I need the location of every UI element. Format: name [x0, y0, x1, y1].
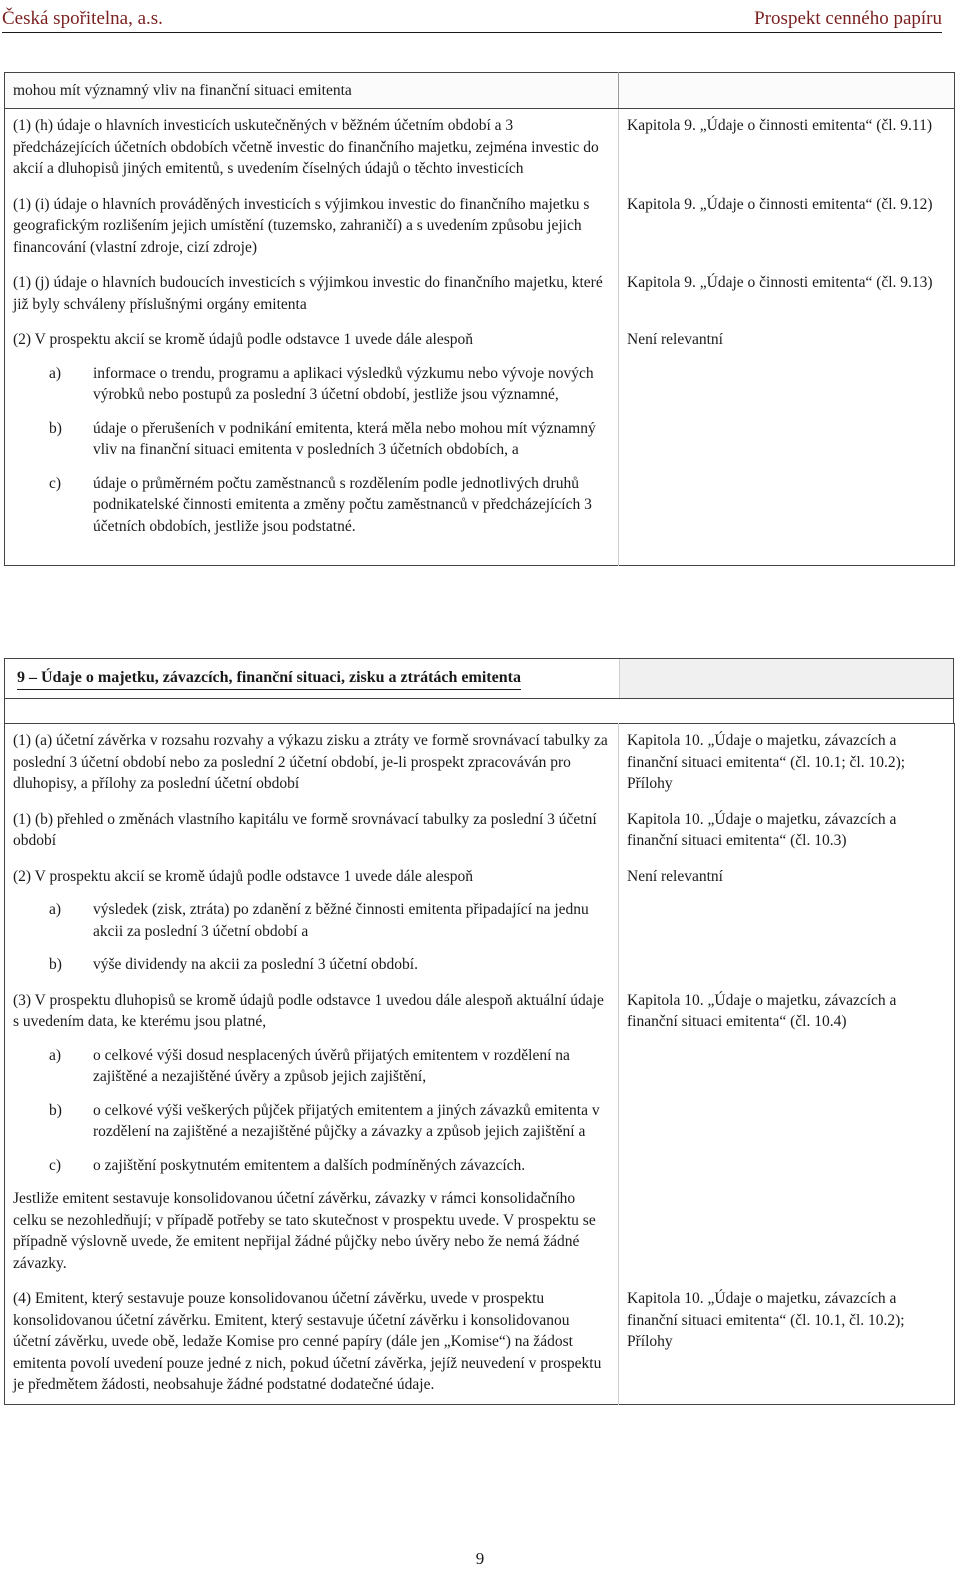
list-item-label: a)	[49, 901, 62, 918]
list-item-text: o celkové výši veškerých půjček přijatých emitentem a jiných závazků emitenta v rozdělení na zajištěné a nezajištěné půjčky a závazky a způsob jejich zajištění a	[93, 1101, 600, 1140]
chapter-reference: Kapitola 10. „Údaje o majetku, závazcích a finanční situaci emitenta“ (čl. 10.3)	[627, 810, 897, 849]
requirement-note: Jestliže emitent sestavuje konsolidovanou účetní závěrku, závazky v rámci konsolidačního celku se nezohledňují; v případě potřeby se tato skutečnost v prospektu uvede. V prospektu se případně výslovně uvede, že emitent nepřijal žádné půjčky nebo úvěry nebo že nemá žádné závazky.	[13, 1190, 596, 1272]
list-item	[13, 1045, 610, 1088]
chapter-reference: Není relevantní	[627, 331, 723, 348]
list-item-text: o zajištění poskytnutém emitentem a dalších podmíněných závazcích.	[93, 1156, 526, 1174]
list-item-label: c)	[49, 1156, 62, 1174]
list-item-text: údaje o průměrném počtu zaměstnanců s rozdělením podle jednotlivých druhů podnikatelské činnosti emitenta a změny počtu zaměstnanců v předcházejících 3 účetních obdobích, jestliže jsou podstatné.	[93, 474, 592, 535]
table-row	[5, 724, 955, 803]
list-item	[13, 1155, 610, 1177]
reference-cell	[619, 860, 955, 984]
requirements-table-2	[4, 723, 955, 1405]
requirement-text: (3) V prospektu dluhopisů se kromě údajů podle odstavce 1 uvedou dále alespoň aktuální údaje s uvedením data, ke kterému jsou platné,	[13, 991, 604, 1030]
list-item	[13, 1100, 610, 1143]
requirement-cell	[5, 860, 619, 984]
chapter-reference: Kapitola 10. „Údaje o majetku, závazcích a finanční situaci emitenta“ (čl. 10.1, čl. 10.2); Přílohy	[627, 1290, 905, 1350]
list-item-label: a)	[49, 364, 62, 382]
table-row	[5, 803, 955, 860]
reference-cell	[619, 109, 955, 188]
document-title: Prospekt cenného papíru	[754, 8, 942, 29]
chapter-reference: Kapitola 10. „Údaje o majetku, závazcích a finanční situaci emitenta“ (čl. 10.1; čl. 10.2); Přílohy	[627, 732, 906, 792]
reference-cell	[619, 724, 955, 803]
list-item-label: b)	[49, 956, 62, 973]
section-title-text: Údaje o majetku, závazcích, finanční situaci, zisku a ztrátách emitenta	[41, 669, 521, 686]
chapter-reference: Kapitola 9. „Údaje o činnosti emitenta“ (čl. 9.13)	[627, 274, 933, 291]
company-name: Česká spořitelna, a.s.	[2, 8, 163, 29]
table-row-spacer	[5, 545, 955, 566]
reference-cell	[619, 803, 955, 860]
requirement-text: (2) V prospektu akcií se kromě údajů podle odstavce 1 uvede dále alespoň	[13, 331, 473, 348]
requirement-cell	[5, 1282, 619, 1404]
requirement-text: (1) (h) údaje o hlavních investicích uskutečněných v běžném účetním období a 3 předcházejících účetních obdobích včetně investic do finančního majetku, zejména investic do akcií a dluhopisů jiných emitentů, s uvedením číselných údajů o těchto investicích	[13, 117, 599, 177]
chapter-reference: Kapitola 9. „Údaje o činnosti emitenta“ (čl. 9.11)	[627, 117, 933, 134]
table-row	[5, 323, 955, 545]
section-spacer	[4, 697, 954, 723]
list-item	[13, 473, 610, 538]
requirement-text: (1) (j) údaje o hlavních budoucích investicích s výjimkou investic do finančního majetku, které již byly schváleny příslušnými orgány emitenta	[13, 274, 603, 313]
chapter-reference: Kapitola 10. „Údaje o majetku, závazcích a finanční situaci emitenta“ (čl. 10.4)	[627, 991, 897, 1030]
requirement-text: (1) (a) účetní závěrka v rozsahu rozvahy a výkazu zisku a ztráty ve formě srovnávací tabulky za poslední 3 účetní období nebo za poslední 2 účetní období, je-li prospekt zpracováván pro dluhopisy, a přílohy za poslední účetní období	[13, 732, 608, 792]
table-row	[5, 266, 955, 323]
intro-text: mohou mít významný vliv na finanční situaci emitenta	[5, 73, 619, 109]
requirement-cell	[5, 803, 619, 860]
requirement-cell	[5, 188, 619, 267]
chapter-reference: Není relevantní	[627, 867, 723, 885]
table-row	[5, 188, 955, 267]
reference-cell	[619, 188, 955, 267]
reference-cell	[619, 323, 955, 545]
list-item-label: a)	[49, 1046, 62, 1064]
section-heading-box	[4, 658, 954, 699]
requirement-list	[13, 1045, 610, 1177]
list-item	[13, 418, 610, 461]
requirement-cell	[5, 109, 619, 188]
section-title	[17, 667, 521, 690]
list-item-text: informace o trendu, programu a aplikaci výsledků výzkumu nebo vývoje nových výrobků nebo postupů za poslední 3 účetní období, jestliže jsou významné,	[93, 364, 594, 403]
list-item	[13, 363, 610, 406]
reference-cell	[619, 1282, 955, 1404]
list-item-label: b)	[49, 419, 62, 437]
list-item-text: výsledek (zisk, ztráta) po zdanění z běžné činnosti emitenta připadající na jednu akcii za poslední 3 účetní období a	[93, 901, 589, 940]
requirement-text: (4) Emitent, který sestavuje pouze konsolidovanou účetní závěrku, uvede v prospektu konsolidovanou účetní závěrku. Emitent, který sestavuje účetní závěrku i konsolidovanou účetní závěrku, uvede obě, ledaže Komise pro cenné papíry (dále jen „Komise“) na žádost emitenta povolí uvedení pouze jedné z nich, pokud účetní závěrka, jejíž neuvedení v prospektu je předmětem žádosti, neobsahuje žádné podstatné dodatečné údaje.	[13, 1290, 602, 1393]
requirement-cell	[5, 323, 619, 545]
table-row	[5, 984, 955, 1283]
requirement-text: (1) (i) údaje o hlavních prováděných investicích s výjimkou investic do finančního majetku s geografickým rozlišením jejich umístění (tuzemsko, zahraničí) a s uvedením způsobu jejich financování (vlastní zdroje, cizí zdroje)	[13, 195, 590, 256]
list-item-text: výše dividendy na akcii za poslední 3 účetní období.	[93, 956, 418, 973]
reference-cell	[619, 984, 955, 1283]
requirement-list	[13, 363, 610, 538]
page-number: 9	[475, 1549, 485, 1568]
requirements-table-1	[4, 72, 955, 566]
page-header	[2, 6, 942, 33]
chapter-reference: Kapitola 9. „Údaje o činnosti emitenta“ (čl. 9.12)	[627, 195, 933, 213]
section-number: 9	[17, 669, 25, 686]
list-item	[13, 899, 610, 942]
list-item-label: c)	[49, 474, 62, 492]
reference-cell	[619, 266, 955, 323]
table-row	[5, 860, 955, 984]
list-item	[13, 954, 610, 976]
table-row	[5, 109, 955, 188]
requirement-list	[13, 899, 610, 976]
list-item-text: o celkové výši dosud nesplacených úvěrů přijatých emitentem v rozdělení na zajištěné a nezajištěné úvěry a způsob jejich zajištění,	[93, 1046, 570, 1085]
requirement-cell	[5, 984, 619, 1283]
table-row	[5, 1282, 955, 1404]
table-row	[5, 73, 955, 109]
list-item-label: b)	[49, 1101, 62, 1119]
list-item-text: údaje o přerušeních v podnikání emitenta, která měla nebo mohou mít významný vliv na finanční situaci emitenta v posledních 3 účetních obdobích, a	[93, 419, 596, 458]
section-dash: –	[29, 669, 37, 686]
requirement-text: (1) (b) přehled o změnách vlastního kapitálu ve formě srovnávací tabulky za poslední 3 účetní období	[13, 810, 597, 849]
requirement-text: (2) V prospektu akcií se kromě údajů podle odstavce 1 uvede dále alespoň	[13, 867, 473, 885]
requirement-cell	[5, 266, 619, 323]
requirement-cell	[5, 724, 619, 803]
